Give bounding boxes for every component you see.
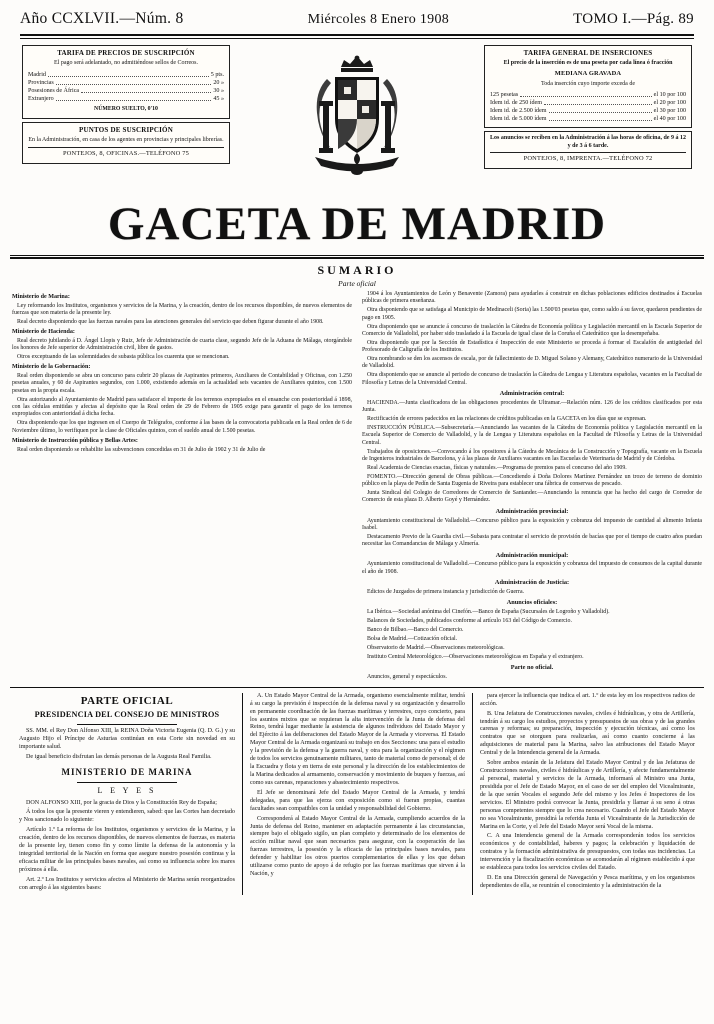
law-article-1: Artículo 1.º La reforma de los Institutos, organismos y servicios de la Marina, y la creación, dentro de los recursos disponibles, de nuevos elementos de fuerzas, es materia de la presente ley, tienen como fin y como límite la defensa de la autonomía y la integridad territorial de la Nación en forma que asegure nuestro posesión continua y la eficacia militar de las principales bases navales, así como su influencia sobre los mares próximos á ella. [19,827,235,873]
law-base-a-2: El Jefe se denominará Jefe del Estado Mayor Central de la Armada, y tendrá delegadas, para que las ejerza con exposición como si fueran propias, cuantas facultades sean compatibles con la unidad y responsabilidad del Gobierno. [249,789,465,812]
price-row [28,95,224,103]
volume-page: TOMO I.—Pág. 89 [573,11,694,27]
summary-center-heading: Administración provincial: [495,507,569,515]
dot-leader [56,79,212,85]
insertion-title: TARIFA GENERAL DE INSERCIONES [523,49,653,57]
title-rule-bottom [10,257,704,259]
dot-leader [549,115,652,121]
title-rule-top [10,255,704,256]
points-text: En la Administración, en casa de los agentes en provincias y principales librerías. [28,137,224,144]
summary-entry: Real decreto disponiendo que las fuerzas navales para las atenciones generales del servicio que deben figurar durante el año 1908. [17,318,324,325]
insertion-row [490,91,686,99]
section-ministerio-marina: MINISTERIO DE MARINA [61,767,193,778]
royal-crest-icon [297,45,417,195]
summary-entry: Observatorio de Madrid.—Observaciones meteorológicas. [367,644,505,651]
summary-column-right [362,291,702,683]
summary-section-heading: Ministerio de Marina: [12,294,70,300]
summary-subtitle: Parte oficial [338,279,376,288]
issue-date: Miércoles 8 Enero 1908 [307,12,450,27]
law-article-2: Art. 2.º Los Institutos y servicios afectos al Ministerio de Marina serán reorganizados con arreglo á las siguientes bases: [19,876,235,891]
article-body [0,689,714,895]
summary-entry: FOMENTO.—Dirección general de Obras públicas.—Concediendo á Doña Dolores Martínez Fernández un trozo de terreno de dominio público en la playa de Pedín de Santa Eugenia de Riveira para establecer una fábrica de conservas de pescado. [362,473,702,488]
body-column-2 [242,693,472,895]
dot-leader [544,99,652,105]
law-base-d: D. En una Dirección general de Navegación y Pesca marítima, y en los organismos dependientes de ella, se reunirán el conocimiento y la administración de la [479,875,695,889]
price-label: Extranjero [28,96,54,103]
dot-leader [549,107,652,113]
section-parte-oficial: PARTE OFICIAL [80,694,174,707]
coat-of-arms [232,45,482,195]
dot-leader [56,95,212,101]
summary-center-heading: Anuncios oficiales: [506,599,558,607]
insertion-price-line: El precio de la inserción es de una peseta por cada línea ó fracción [503,60,673,67]
summary-section-heading: Ministerio de Hacienda: [12,329,75,336]
price-label: Posesiones de África [28,88,80,95]
summary-entry: Rectificación de errores padecidos en las relaciones de créditos publicadas en la GACETA en los días que se expresan. [367,416,647,423]
price-row [28,87,224,95]
masthead-boxes [14,45,700,195]
insertion-value: el 30 por 100 [653,107,686,114]
insertion-label: Idem id. de 2.500 ídem [490,107,547,114]
summary-entry: Otra disponiendo que se anuncie al periodo de concurso de traslación la Cátedra de Lengua y Literatura españolas, vacantes en la Facultad de Filosofía y Letras de la Universidad Central. [362,372,702,386]
law-base-c: C. A una Intendencia general de la Armada corresponderán todos los servicios económicos y de contabilidad, haberes y pagos; la celebración y liquidación de contratos y la formación administrativa de presupuestos, con todas sus incidencias. La intervención y la fiscalización económicas se acomodarán al régimen establecido á que se establezca para todos los servicios civiles del Estado. [479,833,695,872]
issue-number: Año CCXLVII.—Núm. 8 [20,10,184,27]
law-intro-1: DON ALFONSO XIII, por la gracia de Dios y la Constitución Rey de España; [26,799,217,806]
summary-center-heading: Administración central: [499,390,565,397]
law-base-a: A. Un Estado Mayor Central de la Armada, organismo esencialmente militar, tendrá á su cargo la previsión é inspección de la defensa naval y su organización y desarrollo en permanente coordinación de las fuerzas marítimas y terrestres, cuyo concierto, para los asuntos mixtos que se requieran la alta intervención de la Junta de defensa del Reino, tendrá lugar mediante la asistencia de algunos individuos del Estado Mayor y del Ejército á las deliberaciones del Estado Mayor de la Armada y viceversa. El Estado Mayor Central de la Armada organizará su trabajo en dos Secciones: una para el estudio y la previsión de la defensa y la guerra naval, y otra para la organización y el régimen de todos los servicios genuinamente militares, tanto de material como de personal; el de la Escuadra y flota y en tierra de este personal y la dirección de los establecimientos de la Marina dedicados al armamento, conservación y movimiento de buques y fuerzas, así como sus carenas, reparaciones y abastecimiento respectivos. [249,692,465,786]
page-title: GACETA DE MADRID [107,198,607,250]
price-label: Provincias [28,80,54,87]
single-copy-price: NÚMERO SUELTO, 0'10 [94,106,158,113]
body-column-1 [12,693,242,895]
ads-reception-box [484,131,692,169]
ads-note: Los anuncios se reciben en la Administración á las horas de oficina, de 9 á 12 y de 3 á 6 tarde. [490,134,686,149]
section-presidencia: PRESIDENCIA DEL CONSEJO DE MINISTROS [34,710,220,720]
summary-entry: Balances de Sociedades, publicados conforme al artículo 163 del Código de Comercio. [367,618,572,625]
summary-entry: Edictos de Juzgados de primera instancia y jurisdicción de Guerra. [367,589,525,596]
summary-entry: HACIENDA.—Junta clasificadora de las obligaciones procedentes de Ultramar.—Relación núm. 126 de los créditos clasificados por esta Junta. [362,399,702,414]
summary-entry: Trabajados de oposiciones.—Convocando á los opositores á la Cátedra de Mecánica de la Construcción y Topografía, vacante en la Escuela de Ingenieros industriales de Barcelona, y á las plazas de Auxiliares vacantes en las Escuelas de Veterinaria de Madrid y de Córdoba. [362,448,702,462]
rule [77,782,176,783]
price-label: Madrid [28,72,46,79]
insertion-value: el 10 por 100 [653,91,686,98]
summary-entry: Otra autorizando al Ayuntamiento de Madrid para satisfacer el importe de los terrenos expropiados en el ensanche con posterioridad á 1898, con las cédulas emitidas y afectas al depósito que la Real orden de 29 de Febrero de 1905 exige para garantir el pago de los terrenos expropiados con anterioridad á dicha fecha. [12,396,352,418]
dot-leader [81,87,211,93]
insertion-value: el 20 por 100 [653,99,686,106]
press-address: PONTEJOS, 8, IMPRENTA.—TELÉFONO 72 [490,152,686,163]
summary-center-heading: Administración de Justicia: [494,579,570,587]
summary-entry: Otra disponiendo que se anuncie á concurso de traslación la Cátedra de Economía política y Legislación mercantil en la Escuela Superior de Comercio de Valladolid, por haber sido trasladado á la Escuela de igual clase de la Coruña el Catedrático que la desempeñaba. [362,323,702,337]
insertion-row [490,99,686,107]
summary-entry: Banco de Bilbao.—Banco del Comercio. [367,627,464,634]
law-base-a-3: Corresponderá al Estado Mayor Central de la Armada, cumpliendo acuerdos de la Junta de defensa del Reino, mantener en adaptación permanente á las circunstancias, siempre bajo el obligado sigilo, un plan completo y determinado de los elementos de acción militar naval que sean necesarios para asegurar, con la cooperación de las fuerzas terrestres, la posesión y la eficacia de las principales bases navales, para defender y habilitar los otros puertos complementarios de ellas y los que deban utilizarse como punto de apoyo á de refugio por las fuerzas marítimas que sirven á la Nación, y [249,815,465,878]
summary-section-heading: Ministerio de la Gobernación: [12,364,91,371]
summary-center-heading: Administración municipal: [495,551,569,559]
summary-center-heading: Parte no oficial. [510,664,554,672]
price-row [28,71,224,79]
insertion-label: Idem id. de 5.000 ídem [490,115,547,122]
summary-section-heading: Ministerio de Instrucción pública y Bellas Artes: [12,438,138,445]
subscription-box [22,45,230,119]
summary-divider [10,687,704,688]
price-row [28,79,224,87]
summary-entry: Otros exceptuando de las solemnidades de subasta pública los cuarenta que se mencionan. [17,354,230,361]
summary-column-left [12,291,352,683]
insertion-value: el 40 por 100 [653,115,686,122]
dot-leader [520,91,651,97]
insertion-label: Idem id. de 250 ídem [490,99,542,106]
summary-entry: Instituto Central Meteorológico.—Observaciones meteorológicas en España y el extranjero. [367,653,584,660]
subscription-panel [22,45,230,167]
insertion-tariff-box [484,45,692,128]
summary-entry: Otra disponiendo que por la Sección de Estadística é Inspección de este Ministerio se proceda á formar el Escalafón de antigüedad del Profesorado de Caligrafía de los Institutos. [362,339,702,354]
summary-entry: Real decreto jubilando á D. Ángel Llopis y Ruiz, Jefe de Administración de cuarta clase, segundo Jefe de la Aduana de Málaga, otorgándole los honores de Jefe superior de Administración civil, libre de gastos. [12,337,352,352]
official-note-2: De igual beneficio disfrutan las demás personas de la Augusta Real Familia. [26,753,212,760]
summary-entry: La Ibérica.—Sociedad anónima del Cinefón.—Banco de España (Sucursales de Logroño y Valladolid). [367,609,610,616]
summary-entry: Anuncios, general y espectáculos. [367,673,447,680]
section-leyes: L E Y E S [97,786,157,796]
media-title: MEDIANA GRAVADA [554,70,622,78]
summary-entry: INSTRUCCIÓN PÚBLICA.—Subsecretaría.—Anunciando las vacantes de la Cátedra de Economía política y Legislación mercantil en la Escuela Superior de Comercio de Valladolid, y la de Lengua y Literatura españolas en la Facultad de Filosofía y Letras de la Universidad Central. [362,424,702,446]
body-column-3 [472,693,702,895]
summary-entry: Ayuntamiento constitucional de Valladolid.—Concurso público para la exposición y cobranza del impuesto de cantidad al alimento Infanta Isabel. [362,517,702,531]
office-address: PONTEJOS, 8, OFICINAS.—TELÉFONO 75 [28,147,224,158]
law-base-b: B. Una Jefatura de Construcciones navales, civiles é hidráulicas, y otra de Artillería, tendrán á su cargo los estudios, proyectos y presupuestos de sus obras y de las grandes carenas y reformas; su preparación, inspección y ejecución técnicas, así como los contratos que se otorguen para realizarlas, así como cuanto concierne á las adquisiciones de material para la Marina, salvo las atribuciones del Estado Mayor Central y de la Intendencia general de la Armada. [479,710,695,757]
summary-entry: Ley reformando los Institutos, organismos y servicios de la Marina, y la creación, dentro de los recursos disponibles, de nuevos elementos de fuerzas que son materia de la presente ley. [12,302,352,316]
law-intro-2: Á todos los que la presente vieren y entendieren, sabed: que las Cortes han decretado y Nos sancionado lo siguiente: [19,809,235,824]
summary-columns [12,291,702,683]
summary-section [0,263,714,683]
price-value: 45 » [213,96,224,103]
summary-entry: Ayuntamiento constitucional de Valladolid.—Concurso público para la exposición y cobranza del impuesto de consumos de la capital durante el año de 1908. [362,561,702,575]
media-note: Toda inserción cuyo importe exceda de [540,80,636,87]
rule [77,724,176,725]
points-title: PUNTOS DE SUSCRIPCIÓN [79,125,173,134]
law-base-b-2: Sobre ambos estarán de la Jefatura del Estado Mayor Central y de las Jefaturas de Construcciones navales, civiles é hidráulicas y de Artillería, y afecte fundamentalmente al personal, material y servicios de la Armada, informará al Ministro una Junta, presidida por el Jefe de Estado Mayor, en el caso de ser del empleo del Vicealmirante, de la que serán Vocales el segundo Jefe del mismo y los Jefes é Inspectores de los servicios. El Ministro podrá convocar la Junta, presidirla y llamar á su seno á otras personas competentes siempre que lo crea necesario. Cuando el Jefe del Estado Mayor no sea Vicealmirante, presidirá la referida Junta el Vicealmirante de la Jurisdicción de Marina en la Corte, y el Jefe del Estado Mayor será Vocal de la misma. [479,760,695,830]
summary-entry: Otra disponiendo que se satisfaga al Municipio de Medinaceli (Soria) las 1.500'03 pesetas que, como saldo á su favor, quedaron pendientes de pago en 1905. [362,307,702,321]
subscription-note: El pago será adelantado, no admitiéndose sellos de Correos. [54,60,198,67]
official-note-1: SS. MM. el Rey Don Alfonso XIII, la REINA Doña Victoria Eugenia (Q. D. G.) y su Augusto Hijo el Príncipe de Asturias continúan en esta Corte sin novedad en su importante salud. [19,727,235,750]
summary-entry: Real orden disponiendo se rehabilite las subvenciones concedidas en 31 de Julio de 1902 y 31 de Julio de [17,446,266,453]
summary-entry: Junta Sindical del Colegio de Corredores de Comercio de Santander.—Anunciando la renuncia que ha hecho del cargo de Corredor de Comercio de esta plaza D. Alberto Goyé y Hernández. [362,489,702,504]
insertion-row [490,115,686,123]
summary-entry: 1904 á los Ayuntamientos de León y Benavente (Zamora) para ayudarles á construir en dichas poblaciones edificios destinados á Escuelas públicas de primera enseñanza. [362,291,702,305]
advertising-panel [484,45,692,172]
price-value: 30 » [213,88,224,95]
masthead [0,0,714,195]
summary-entry: Bolsa de Madrid.—Cotización oficial. [367,635,458,642]
price-value: 20 » [213,80,224,87]
summary-title: SUMARIO [317,263,397,277]
subscription-title: TARIFA DE PRECIOS DE SUSCRIPCIÓN [57,49,195,57]
price-value: 5 pts. [210,72,224,79]
insertion-row [490,107,686,115]
masthead-line [14,10,700,34]
dot-leader [48,71,209,77]
insertion-label: 125 pesetas [490,91,519,98]
summary-entry: Otra nombrando se den los ascensos de escala, por de fallecimiento de D. Miguel Solano y Alemany, Catedrático numerario de la Universidad de Valladolid. [362,356,702,370]
summary-entry: Destacamento Previo de la Guardia civil.—Subasta para contratar el servicio de provisión de bacías que por el tiempo de cuatro años puedan necesitar las Comandancias de Málaga y Almería. [362,533,702,548]
masthead-divider [20,34,694,39]
summary-entry: Otra disponiendo que los que ingresen en el Cuerpo de Telégrafos, conforme á las bases de la convocatoria publicada en la Real orden de 6 de Noviembre último, lo verifiquen por la clase de Oficiales quintos, con el sueldo anual de 1.500 pesetas. [12,420,352,434]
law-base-a-4: para ejercer la influencia que indica el art. 1.º de esta ley en los respectivos radios de acción. [479,692,695,707]
subscription-points-box [22,122,230,164]
summary-entry: Real orden disponiendo se abra un concurso para cubrir 20 plazas de Aspirantes primeros, Auxiliares de Contabilidad y Oficinas, con 1.250 pesetas anuales, y 60 de Aspirantes segundos, con 1.000, existiendo además en la actualidad seis vacantes de Auxiliares quintos, con 1.500 pesetas en la propia escala. [12,373,352,394]
summary-entry: Real Academia de Ciencias exactas, físicas y naturales.—Programa de premios para el concurso del año 1909. [367,464,627,471]
